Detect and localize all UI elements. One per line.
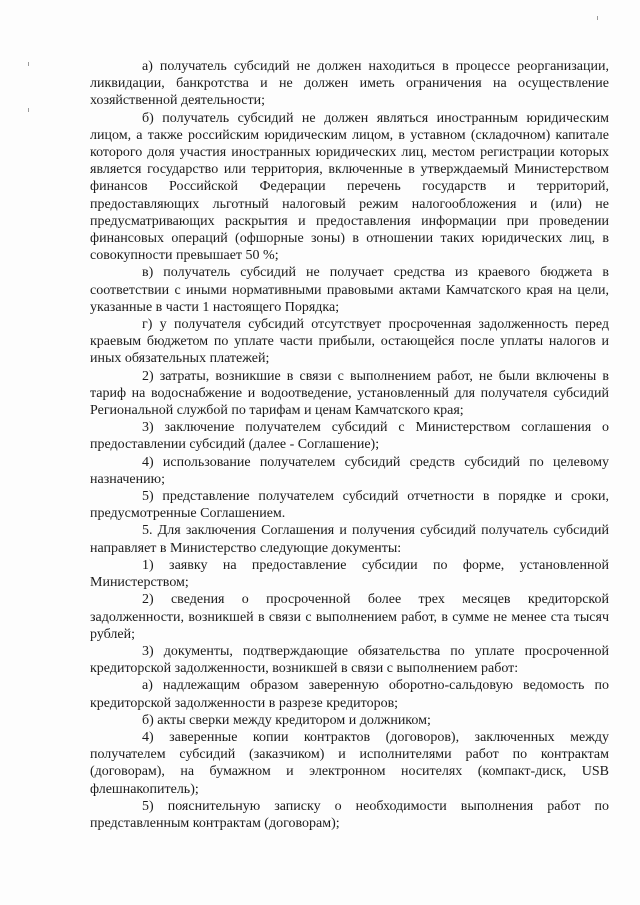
paragraph: 5. Для заключения Соглашения и получения субсидий получатель субсидий направляет в Министерство следующие документы: [90, 523, 609, 556]
paragraph: 1) заявку на предоставление субсидии по форме, установленной Министерством; [90, 557, 609, 591]
paragraph: 4) заверенные копии контрактов (договоров), заключенных между получателем субсидий (заказчиком) и исполнителями работ по контрактам (договорам), на бумажном и электронном носителях (компакт-диск, USB флешнакопитель); [90, 729, 609, 797]
paragraph: 3) документы, подтверждающие обязательства по уплате просроченной кредиторской задолженности, возникшей в связи с выполнением работ: [90, 643, 609, 677]
paragraph: 4) использование получателем субсидий средств субсидий по целевому назначению; [90, 454, 609, 487]
paragraph: а) получатель субсидий не должен находиться в процессе реорганизации, ликвидации, банкротства и не должен иметь ограничения на осуществление хозяйственной деятельности; [90, 59, 609, 109]
paragraph: а) надлежащим образом заверенную оборотно-сальдовую ведомость по кредиторской задолженности в разрезе кредиторов; [90, 678, 609, 711]
paragraph: в) получатель субсидий не получает средства из краевого бюджета в соответствии с иными нормативными правовыми актами Камчатского края на цели, указанные в части 1 настоящего Порядка; [90, 265, 609, 315]
scan-mark [28, 108, 29, 112]
scan-mark [597, 16, 598, 20]
scan-mark [28, 62, 29, 66]
paragraph: 5) представление получателем субсидий отчетности в порядке и сроки, предусмотренные Соглашением. [90, 489, 609, 522]
paragraph: б) акты сверки между кредитором и должником; [142, 712, 431, 728]
paragraph: 2) затраты, возникшие в связи с выполнением работ, не были включены в тариф на водоснабжение и водоотведение, установленный для получателя субсидий Региональной службой по тарифам и ценам Камчатского края; [90, 368, 609, 419]
paragraph: г) у получателя субсидий отсутствует просроченная задолженность перед краевым бюджетом по уплате части прибыли, остающейся после уплаты налогов и иных обязательных платежей; [90, 317, 609, 367]
paragraph: б) получатель субсидий не должен являться иностранным юридическим лицом, а также российским юридическим лицом, в уставном (складочном) капитале которого доля участия иностранных юридических лиц, местом регистрации которых является государство или территория, включенные в утверждаемый Министерством финансов Российской Федерации перечень государств и территорий, предоставляющих льготный налоговый режим налогообложения и (или) не предусматривающих раскрытия и предоставления информации при проведении финансовых операций (офшорные зоны) в отношении таких юридических лиц, в совокупности превышает 50 %; [90, 110, 609, 264]
paragraph: 5) пояснительную записку о необходимости выполнения работ по представленным контрактам (договорам); [90, 798, 609, 831]
paragraph: 2) сведения о просроченной более трех месяцев кредиторской задолженности, возникшей в связи с выполнением работ, в сумме не менее ста тысяч рублей; [90, 592, 609, 642]
paragraph: 3) заключение получателем субсидий с Министерством соглашения о предоставлении субсидий (далее - Соглашение); [90, 420, 609, 453]
document-body [90, 58, 609, 832]
